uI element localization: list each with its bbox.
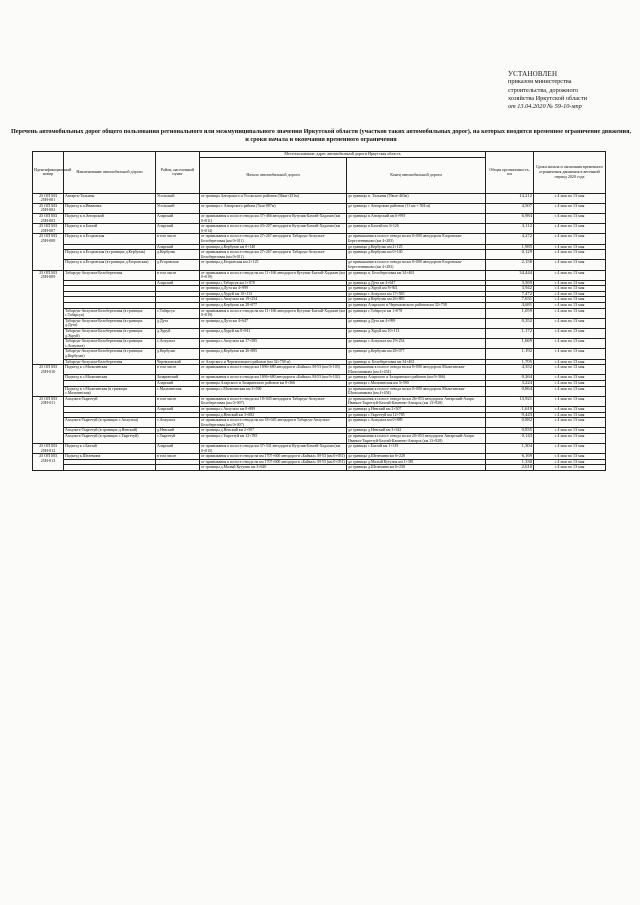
segment-end: до границы Аларского и Черемховского районов км 32+758 xyxy=(347,303,486,309)
road-start: от примыкания к полосе отвода км 1696+680 автодороги «Байкал» М-53 (км 0+103) xyxy=(200,365,347,375)
segment-length: 7,472 xyxy=(486,291,534,297)
road-name: Табарсук-Апхульта-Белоберезовая xyxy=(64,270,156,280)
segment-length: 0,352 xyxy=(486,318,534,328)
table-subrow xyxy=(33,386,606,396)
segment-district: Аларский xyxy=(156,380,200,386)
segment-district: д.Кербулак xyxy=(156,250,200,260)
segment-length: 2,610 xyxy=(486,465,534,471)
segment-start: от границы д.Невский км 3+682 xyxy=(200,412,347,418)
road-end: до границы п.Бахтай км 3+126 xyxy=(347,224,486,234)
road-length: 4,352 xyxy=(486,365,534,375)
segment-name: Табарсук-Апхульта-Белоберезовая (в границах с.Апхульта) xyxy=(64,339,156,349)
segment-end: до примыкания к полосе отвода на км 20+053 автодороги Ангарский-Аларь-Иваныч-Тыргетуй-Бахтай-Каменно-Ангарск (км 13+928) xyxy=(347,433,486,443)
segment-district: Заларинский xyxy=(156,375,200,381)
road-district: Усольский xyxy=(156,203,200,213)
table-subrow xyxy=(33,349,606,359)
segment-district: с.Апхульта xyxy=(156,339,200,349)
table-row xyxy=(33,203,606,213)
table-row xyxy=(33,224,606,234)
segment-period: с 4 мая по 13 мая xyxy=(534,375,606,381)
segment-start: от границы с.Апхульта км 17+585 xyxy=(200,339,347,349)
segment-name: Апхульта-Тыргетуй (в границах с.Апхульта) xyxy=(64,418,156,428)
segment-name: Табарсук-Апхульта-Белоберезовая xyxy=(64,359,156,365)
segment-length: 1,192 xyxy=(486,349,534,359)
table-subrow xyxy=(33,433,606,443)
road-period: с 4 мая по 13 мая xyxy=(534,234,606,244)
road-period: с 4 мая по 13 мая xyxy=(534,396,606,406)
segment-period: с 4 мая по 13 мая xyxy=(534,459,606,465)
segment-district: д.Егоровская xyxy=(156,260,200,270)
segment-end: до границы д.Кербулак км 2+125 xyxy=(347,244,486,250)
road-period: с 4 мая по 13 мая xyxy=(534,444,606,454)
road-name: Подъезд к п.Бахтай xyxy=(64,224,156,234)
table-subrow xyxy=(33,418,606,428)
segment-length: 1,059 xyxy=(486,308,534,318)
road-end: до примыкания к полосе отвода на км 0+000 автодороги Егоровская-Берестенниково (км 4+283) xyxy=(347,234,486,244)
segment-period: с 4 мая по 13 мая xyxy=(534,339,606,349)
segment-end: до границы д.Невский км 2+507 xyxy=(347,406,486,412)
header-length: Общая протяженность, км xyxy=(486,152,534,194)
segment-start: от границы д.Малый Кутулик км 3+620 xyxy=(200,465,347,471)
segment-end: до границы с.Апхульта км 0+889 xyxy=(347,418,486,428)
segment-name: Апхульта-Тыргетуй (в границах д.Невский) xyxy=(64,428,156,434)
segment-name: Подъезд к с.Мальтинская xyxy=(64,375,156,381)
segment-district: с.Мальтинская xyxy=(156,386,200,396)
segment-end: до границы д.Хуруй км 8+941 xyxy=(347,286,486,292)
road-district: Усольский xyxy=(156,193,200,203)
segment-start: от границы д.Невский км 2+507 xyxy=(200,428,347,434)
segment-length: 3,224 xyxy=(486,380,534,386)
road-district: в том числе xyxy=(156,270,200,280)
segment-length: 1,330 xyxy=(486,459,534,465)
segment-name: Табарсук-Апхульта-Белоберезовая (в границах с.Табарсук) xyxy=(64,308,156,318)
segment-end: до границы с.Мальтинская км 3+590 xyxy=(347,380,486,386)
road-district: в том числе xyxy=(156,454,200,460)
segment-period: с 4 мая по 13 мая xyxy=(534,260,606,270)
segment-district: с.Апхульта xyxy=(156,418,200,428)
segment-end: до примыкания к полосе отвода на км 0+000 автодороги Мальтинская-Шапошникова (км 4+454) xyxy=(347,386,486,396)
road-length: 6,169 xyxy=(486,454,534,460)
segment-start: от примыкания к полосе отвода км 1696+680 автодороги «Байкал» М-53 (км 0+102) xyxy=(200,375,347,381)
header-id: Идентификационный номер xyxy=(33,152,64,194)
road-period: с 4 мая по 13 мая xyxy=(534,270,606,280)
segment-start: от границы д.Кербулак км 26+885 xyxy=(200,349,347,359)
road-id: 25 ОП МЗ 25Н-001 xyxy=(33,193,64,203)
segment-district: Аларский xyxy=(156,280,200,286)
segment-length: 1,705 xyxy=(486,359,534,365)
segment-end: до границы д.Хуруй км 10+113 xyxy=(347,329,486,339)
segment-name: Табарсук-Апхульта-Белоберезовая (в границах д.Дута) xyxy=(64,318,156,328)
segment-district: Черемховский xyxy=(156,359,200,365)
segment-start: от границы д.Егоровская км 2+125 xyxy=(200,260,347,270)
road-district: в том числе xyxy=(156,396,200,406)
segment-period: с 4 мая по 13 мая xyxy=(534,286,606,292)
road-id: 25 ОП МЗ 25Н-013 xyxy=(33,454,64,471)
road-period: с 4 мая по 13 мая xyxy=(534,213,606,223)
segment-length: 0,264 xyxy=(486,375,534,381)
segment-district xyxy=(156,465,200,471)
road-district: в том числе xyxy=(156,234,200,244)
segment-end: до границы д.Дута км 4+999 xyxy=(347,318,486,328)
approval-line: приказом министерства xyxy=(508,78,572,86)
segment-district: д.Хуруй xyxy=(156,329,200,339)
approval-date: от 13.04.2020 № 59-10-мпр xyxy=(508,103,582,111)
road-district: Аларский xyxy=(156,213,200,223)
segment-start: от примыкания к полосе отвода на км 1707+600 автодороги «Байкал» М-53 (км 0+051) xyxy=(201,459,345,464)
segment-period: с 4 мая по 13 мая xyxy=(534,359,606,365)
segment-period: с 4 мая по 13 мая xyxy=(534,297,606,303)
segment-name: Подъезд к п.Егоровская (в границах д.Кербулак) xyxy=(64,250,156,260)
road-length: 4,272 xyxy=(486,234,534,244)
road-length: 3,112 xyxy=(486,224,534,234)
approval-line: хозяйства Иркутской области xyxy=(508,94,587,102)
road-period: с 4 мая по 13 мая xyxy=(534,224,606,234)
header-location: Местоположение, адрес автомобильной дороги Иркутская область xyxy=(200,152,486,158)
table-subrow xyxy=(33,260,606,270)
road-district: Аларский xyxy=(156,444,200,454)
segment-district: д.Дута xyxy=(156,318,200,328)
segment-start: от границы Аларского и Заларинского районов км 0+366 xyxy=(200,380,347,386)
segment-length: 0,835 xyxy=(486,428,534,434)
segment-start: от границы д.Хуруй км 8+941 xyxy=(200,329,347,339)
header-district: Район, населенный пункт xyxy=(156,152,200,194)
segment-start: от границы д.Кербулак км 0+140 xyxy=(200,244,347,250)
table-subrow xyxy=(33,318,606,328)
segment-start: от границы д.Дута км 4+999 xyxy=(200,286,347,292)
segment-length: 0,143 xyxy=(486,433,534,443)
table-row xyxy=(33,193,606,203)
segment-length: 1,618 xyxy=(486,406,534,412)
road-start: от границы г. Ангарского района (7км+087м) xyxy=(200,203,347,213)
road-end: до границы п. Белоберезовая км 34+463 xyxy=(347,270,486,280)
road-id: 25 ОП МЗ 25Н-002 xyxy=(33,203,64,213)
segment-length: 9,443 xyxy=(486,412,534,418)
road-start: от примыкания к полосе отвода км 43+207 автодороги Кутулик-Бахтай-Хадахан (км 0+014) xyxy=(200,224,347,234)
road-period: с 4 мая по 13 мая xyxy=(534,193,606,203)
segment-period: с 4 мая по 13 мая xyxy=(534,380,606,386)
table-row xyxy=(33,213,606,223)
table-subrow xyxy=(33,339,606,349)
road-id: 25 ОП МЗ 25Н-003 xyxy=(33,213,64,223)
road-period: с 4 мая по 13 мая xyxy=(534,365,606,375)
road-end: до примыкания к полосе отвода на км 0+000 автодороги Мальтинская-Шапошникова (км 4+454) xyxy=(347,365,486,375)
segment-period: с 4 мая по 13 мая xyxy=(534,291,606,297)
segment-period: с 4 мая по 13 мая xyxy=(534,428,606,434)
road-id: 25 ОП МЗ 25Н-012 xyxy=(33,444,64,454)
segment-length: 1,985 xyxy=(486,244,534,250)
table-row xyxy=(33,234,606,244)
road-end: до границы с Ангарским районом (11 км + 594 м) xyxy=(347,203,486,213)
road-name: Подъезд к п.Егоровская xyxy=(64,234,156,244)
road-end: до примыкания к полосе отвода на км 26+053 автодороги Ангарский-Аларь-Иваныч-Тыргетуй-Бахтай-Каменно-Ангарск (км 13+928) xyxy=(347,396,486,406)
road-length: 14,212 xyxy=(486,193,534,203)
segment-end: до границы д.Кербулак км 28+077 xyxy=(347,349,486,359)
table-subrow xyxy=(33,250,606,260)
segment-length: 3,942 xyxy=(486,286,534,292)
segment-length: 0,129 xyxy=(486,250,534,260)
road-length: 6,984 xyxy=(486,213,534,223)
road-name: Подъезд к п.Ангарский xyxy=(64,213,156,223)
road-length: 1,304 xyxy=(486,444,534,454)
segment-end: до границы д.Малый Кутулик км 1+381 xyxy=(347,459,486,465)
approval-line: строительства, дорожного xyxy=(508,86,579,94)
road-name: Ангарск-Тальяны xyxy=(64,193,156,203)
road-name: Апхульта-Тыргетуй xyxy=(64,396,156,406)
segment-end: до границы д.Дута км 4+647 xyxy=(347,280,486,286)
segment-end: до примыкания к полосе отвода на км 0+000 автодороги Егоровская-Берестенниково (км 4+283) xyxy=(347,260,486,270)
road-id: 25 ОП МЗ 25Н-011 xyxy=(33,396,64,443)
road-length: 4,507 xyxy=(486,203,534,213)
segment-end: до границы Аларского и Заларинского районов (км 0+366) xyxy=(347,375,486,381)
header-name: Наименование автомобильной дороги xyxy=(64,152,156,194)
segment-length: 4,681 xyxy=(486,303,534,309)
road-length: 13,921 xyxy=(486,396,534,406)
segment-end: до границы д.Кербулак км 0+140 xyxy=(347,250,486,260)
segment-district: с.Табарсук xyxy=(156,308,200,318)
segment-period: с 4 мая по 13 мая xyxy=(534,303,606,309)
segment-period: с 4 мая по 13 мая xyxy=(534,412,606,418)
segment-start: от примыкания к полосе отвода на км 11+166 автодороги Кутулик-Бахтай-Хадахан (км 0+019) xyxy=(201,308,345,318)
segment-start: от примыкания к полосе отвода на км 18+045 автодороги Табарсук-Апхульта-Белоберезовая (км 0+007) xyxy=(200,418,347,428)
road-district: в том числе xyxy=(156,365,200,375)
segment-length: 3,569 xyxy=(486,280,534,286)
road-start: от примыкания к полосе отвода км 27+267 автодороги Табарсук-Апхульта-Белоберезовая (км 0+011) xyxy=(200,234,347,244)
road-length: 34,444 xyxy=(486,270,534,280)
segment-period: с 4 мая по 13 мая xyxy=(534,244,606,250)
road-name: Подъезд к Шелемина xyxy=(64,454,156,460)
road-start: от примыкания к полосе отвода на км 11+166 автодороги Кутулик-Бахтай-Хадахан (км 0+019) xyxy=(201,270,345,280)
road-start: от примыкания к полосе отвода на км 1707+600 автодороги «Байкал» М-53 (км 0+051) xyxy=(201,454,345,459)
segment-period: с 4 мая по 13 мая xyxy=(534,308,606,318)
header-end: Конец автомобильной дороги xyxy=(347,157,486,193)
segment-start: от границы д.Дута км 4+647 xyxy=(200,318,347,328)
segment-district: Аларский xyxy=(156,406,200,412)
segment-name: Подъезд к п.Егоровская (в границах д.Егоровская) xyxy=(64,260,156,270)
road-period: с 4 мая по 13 мая xyxy=(534,454,606,460)
header-start: Начало автомобильной дороги xyxy=(200,157,347,193)
segment-start: от примыкания к полосе отвода км 27+267 автодороги Табарсук-Апхульта-Белоберезовая (км 0+011) xyxy=(200,250,347,260)
segment-start: от границы д.Кербулак км 28+077 xyxy=(200,303,347,309)
segment-period: с 4 мая по 13 мая xyxy=(534,465,606,471)
table-row xyxy=(33,444,606,454)
segment-name: Апхульта-Тыргетуй (в границах с.Тыргетуй) xyxy=(64,433,156,443)
road-name: Подъезд к с.Бахтай xyxy=(64,444,156,454)
road-id: 25 ОП МЗ 25Н-010 xyxy=(33,365,64,397)
segment-length: 0,864 xyxy=(486,386,534,396)
segment-start: от границы с.Табарсук км 1+078 xyxy=(200,280,347,286)
road-id: 25 ОП МЗ 25Н-009 xyxy=(33,270,64,365)
road-start: от примыкания к полосе отвода км 18+045 автодороги Табарсук-Апхульта-Белоберезовая (км 0+007) xyxy=(200,396,347,406)
segment-period: с 4 мая по 13 мая xyxy=(534,386,606,396)
segment-name: Подъезд к с.Мальтинская (в границах с.Мальтинская) xyxy=(64,386,156,396)
road-period: с 4 мая по 13 мая xyxy=(534,203,606,213)
document-title: Перечень автомобильных дорог общего пользования регионального или межмуниципального значения Иркутской области (участков таких автомобильных дорог), на которых вводится временное ограничение движения, и сроки начала и окончания временного ограничения xyxy=(10,128,632,143)
segment-period: с 4 мая по 13 мая xyxy=(534,418,606,428)
road-end: до границы п. Тальяны (59км+463м) xyxy=(347,193,486,203)
approval-stamp xyxy=(508,70,634,111)
segment-start: от границы с.Мальтинская км 3+590 xyxy=(200,386,347,396)
segment-name: Табарсук-Апхульта-Белоберезовая (в границах д.Хуруй) xyxy=(64,329,156,339)
segment-end: до границы д.Кербулак км 26+885 xyxy=(347,297,486,303)
segment-length: 0,882 xyxy=(486,418,534,428)
table-row xyxy=(33,270,606,280)
road-name: Подъезд к с.Мальтинская xyxy=(64,365,156,375)
segment-period: с 4 мая по 13 мая xyxy=(534,329,606,339)
road-start: от примыкания к полосе отвода км 37+466 автодороги Кутулик-Бахтай-Хадахан (км 0+011) xyxy=(200,213,347,223)
segment-district: с.Тыргетуй xyxy=(156,433,200,443)
segment-end: до границы с.Тыргетуй км 12+785 xyxy=(347,412,486,418)
table-row xyxy=(33,365,606,375)
roads-table xyxy=(32,151,606,471)
segment-period: с 4 мая по 13 мая xyxy=(534,349,606,359)
table-subrow xyxy=(33,308,606,318)
segment-start: от границы с.Апхульта км 0+889 xyxy=(200,406,347,412)
approval-title: УСТАНОВЛЕН xyxy=(508,70,558,78)
table-row xyxy=(33,396,606,406)
segment-period: с 4 мая по 13 мая xyxy=(534,318,606,328)
segment-length: 1,172 xyxy=(486,329,534,339)
segment-end: до границы с.Апхульта км 19+254 xyxy=(347,339,486,349)
segment-name: Табарсук-Апхульта-Белоберезовая (в границах д.Кербулак) xyxy=(64,349,156,359)
road-end: до границы д.Шелемина км 6+220 xyxy=(347,454,486,460)
segment-length: 2,158 xyxy=(486,260,534,270)
segment-end: до границы с.Апхульта км 17+585 xyxy=(347,291,486,297)
segment-period: с 4 мая по 13 мая xyxy=(534,433,606,443)
roads-table-body xyxy=(33,193,606,470)
segment-start: от границы с.Тыргетуй км 12+785 xyxy=(200,433,347,443)
header-period: Сроки начала и окончания временного ограничения движения в весенний период 2020 года xyxy=(534,152,606,194)
segment-end: до границы п. Белоберезовая км 34+463 xyxy=(347,359,486,365)
road-start: от границы Ангарского и Усольского районов (36км+251м) xyxy=(200,193,347,203)
segment-end: до границы д.Невский км 3+342 xyxy=(347,428,486,434)
table-subrow xyxy=(33,465,606,471)
road-district: Аларский xyxy=(156,224,200,234)
segment-name xyxy=(64,465,156,471)
table-subrow xyxy=(33,329,606,339)
road-end: до границы с.Бахтай км 1+319 xyxy=(347,444,486,454)
segment-end: до границы д.Шелемина км 6+230 xyxy=(347,465,486,471)
segment-start: от Аларского и Черемховского районов (км 32+758 м) xyxy=(200,359,347,365)
segment-end: до границы с.Табарсук км 1+078 xyxy=(347,308,486,318)
road-name: Подъезд к п.Ивановка xyxy=(64,203,156,213)
segment-length: 1,669 xyxy=(486,339,534,349)
segment-district: Аларский xyxy=(156,244,200,250)
road-end: до границы п.Ангарский км 6+995 xyxy=(347,213,486,223)
road-start: от примыкания к полосе отвода км 37+541 автодороги Кутулик-Бахтай-Хадахан (км 0+015) xyxy=(200,444,347,454)
segment-district: д.Кербулак xyxy=(156,349,200,359)
segment-period: с 4 мая по 13 мая xyxy=(534,406,606,412)
segment-start: от границы д.Хуруй км 10+113 xyxy=(200,291,347,297)
road-id: 25 ОП МЗ 25Н-008 xyxy=(33,234,64,270)
segment-start: от границы с.Апхульта км 19+254 xyxy=(200,297,347,303)
road-id: 25 ОП МЗ 25Н-007 xyxy=(33,224,64,234)
segment-period: с 4 мая по 13 мая xyxy=(534,280,606,286)
segment-period: с 4 мая по 13 мая xyxy=(534,250,606,260)
segment-length: 7,631 xyxy=(486,297,534,303)
segment-district: д.Невский xyxy=(156,428,200,434)
